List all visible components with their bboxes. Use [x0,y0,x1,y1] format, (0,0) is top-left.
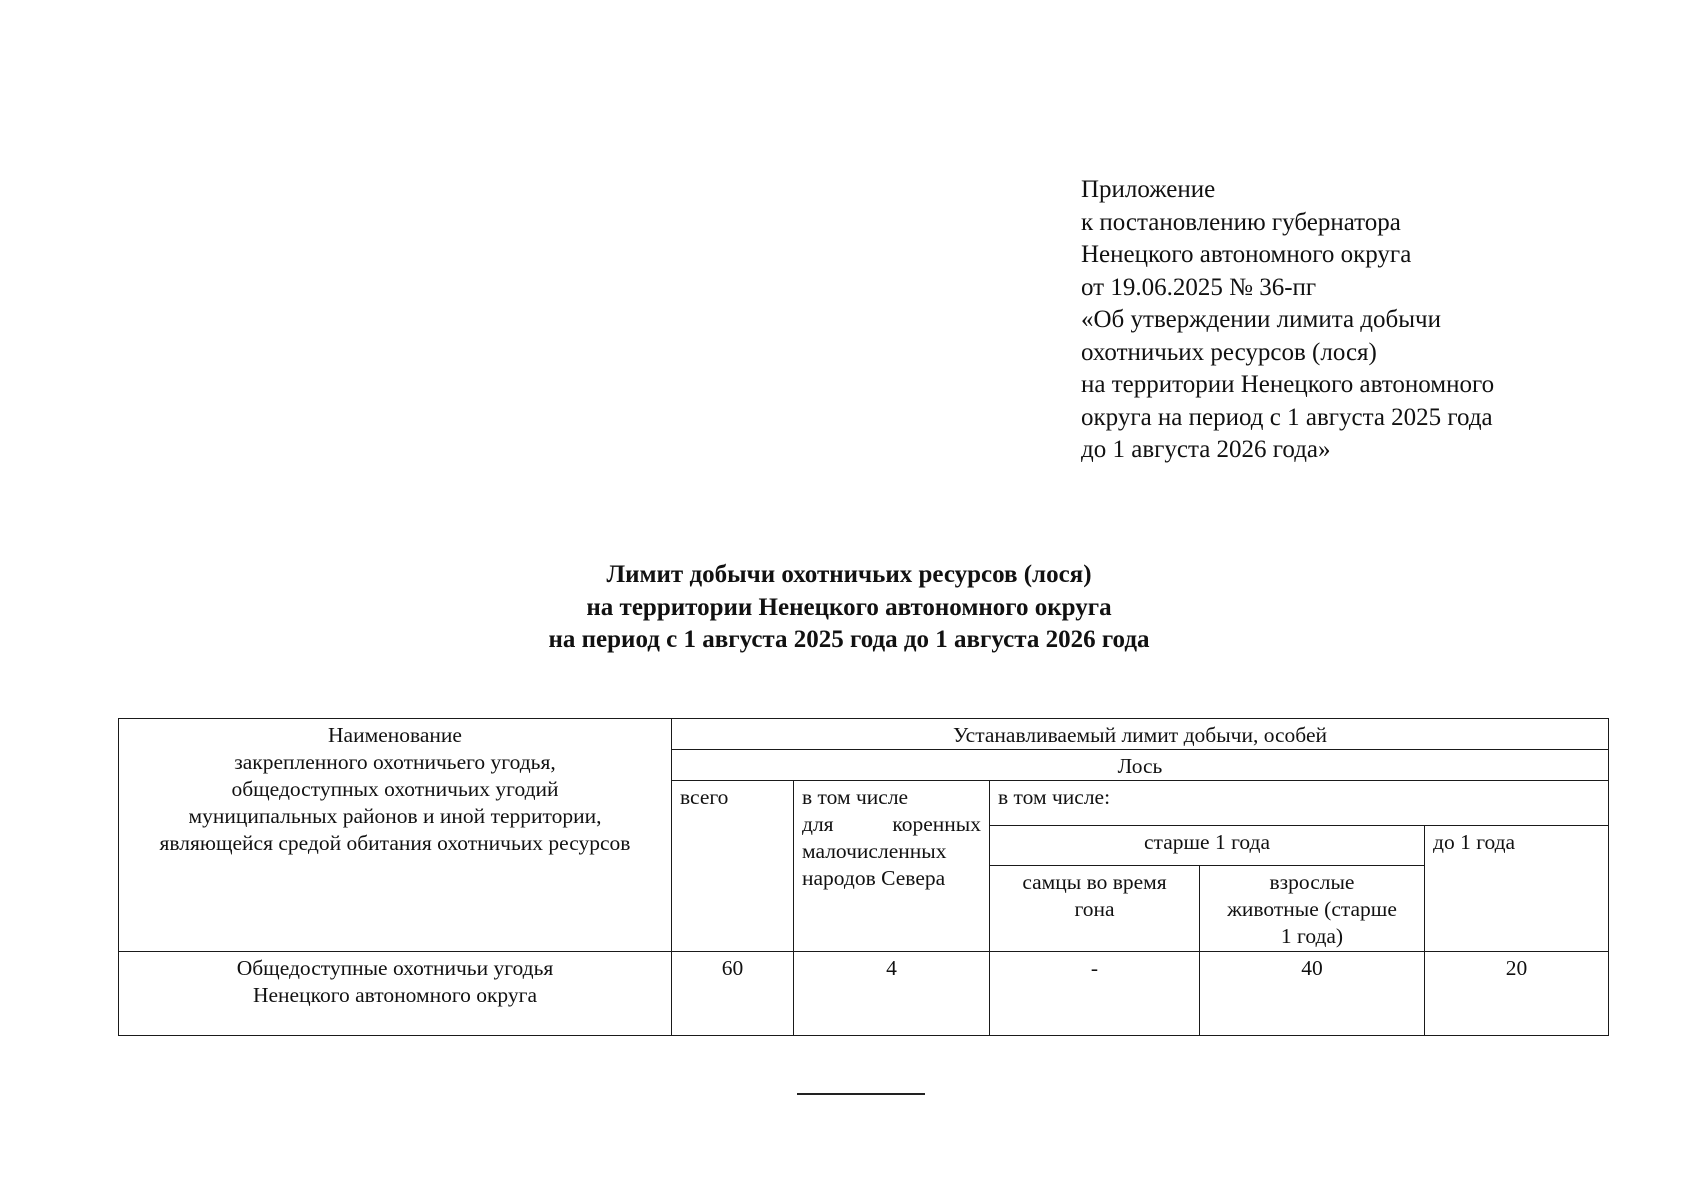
cell-indigenous: 4 [794,952,990,1036]
header-adults: взрослые животные (старше 1 года) [1200,866,1425,952]
appendix-line: охотничьих ресурсов (лося) [1081,338,1377,366]
appendix-line: Ненецкого автономного округа [1081,241,1412,268]
cell-under-1y: 20 [1425,952,1609,1036]
appendix-block [1081,174,1621,467]
header-indigenous: в том числе для коренных малочисленных народов Севера [794,781,990,952]
cell-males-rut: - [990,952,1200,1036]
cell-total: 60 [672,952,794,1036]
title-line: на территории Ненецкого автономного округа [586,593,1112,621]
table-row [119,952,1609,1036]
header-limit: Устанавливаемый лимит добычи, особей [672,719,1609,750]
header-older-1y: старше 1 года [990,826,1425,866]
cell-adults: 40 [1200,952,1425,1036]
limit-table [118,718,1609,1036]
header-under-1y: до 1 года [1425,826,1609,952]
appendix-line: до 1 августа 2026 года» [1081,436,1331,463]
header-males-rut: самцы во время гона [990,866,1200,952]
header-territory-name: Наименование закрепленного охотничьего угодья, общедоступных охотничьих угодий муниципальных районов и иной территории, являющейся средой обитания охотничьих ресурсов [119,719,672,952]
appendix-line: к постановлению губернатора [1081,208,1401,236]
header-species: Лось [672,750,1609,781]
title-line: на период с 1 августа 2025 года до 1 августа 2026 года [548,626,1150,653]
appendix-line: от 19.06.2025 № 36-пг [1081,273,1317,301]
header-total: всего [672,781,794,952]
row-territory-name: Общедоступные охотничьи угодья Ненецкого автономного округа [119,952,672,1036]
document-title [0,559,1698,657]
header-including: в том числе: [990,781,1609,826]
footer-divider [797,1093,925,1095]
title-line: Лимит добычи охотничьих ресурсов (лося) [606,561,1092,588]
appendix-line: на территории Ненецкого автономного [1081,371,1495,398]
appendix-line: округа на период с 1 августа 2025 года [1081,403,1493,431]
appendix-line: «Об утверждении лимита добычи [1081,306,1441,333]
appendix-line: Приложение [1081,176,1216,203]
